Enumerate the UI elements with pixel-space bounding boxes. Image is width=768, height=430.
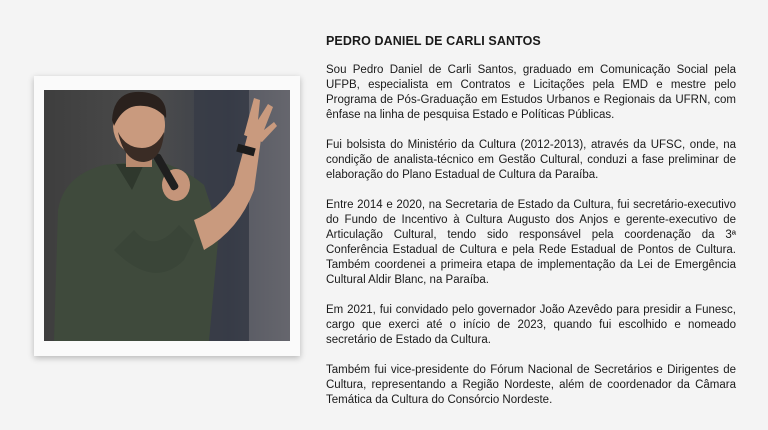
bio-text <box>326 63 736 408</box>
bio-paragraph-funesc: Em 2021, fui convidado pelo governador João Azevêdo para presidir a Funesc, cargo que exerci até o início de 2023, quando fui escolhido e nomeado secretário de Estado da Cultura. <box>326 304 736 346</box>
photo-frame <box>34 76 300 356</box>
bio-paragraph-education: Sou Pedro Daniel de Carli Santos, graduado em Comunicação Social pela UFPB, especialista em Contratos e Licitações pela EMD e mestre pelo Programa de Pós-Graduação em Estudos Urbanos e Regionais da UFRN, com ênfase na linha de pesquisa Estado e Políticas Públicas. <box>326 64 736 121</box>
speaker-illustration <box>44 90 290 341</box>
person-name: PEDRO DANIEL DE CARLI SANTOS <box>326 34 541 48</box>
bio-paragraph-forum: Também fui vice-presidente do Fórum Nacional de Secretários e Dirigentes de Cultura, representando a Região Nordeste, além de coordenador da Câmara Temática da Cultura do Consórcio Nordeste. <box>326 364 736 406</box>
bio-section <box>326 34 736 423</box>
bio-paragraph-ministry: Fui bolsista do Ministério da Cultura (2012-2013), através da UFSC, onde, na condição de analista-técnico em Gestão Cultural, conduzi a fase preliminar de elaboração do Plano Estadual de Cultura da Paraíba. <box>326 139 736 181</box>
bio-paragraph-secretariat: Entre 2014 e 2020, na Secretaria de Estado da Cultura, fui secretário-executivo do Fundo de Incentivo à Cultura Augusto dos Anjos e gerente-executivo de Articulação Cultural, tendo sido responsável pela coordenação da 3ª Conferência Estadual de Cultura e pela Rede Estadual de Pontos de Cultura. Também coordenei a primeira etapa de implementação da Lei de Emergência Cultural Aldir Blanc, na Paraíba. <box>326 199 736 286</box>
profile-photo <box>44 90 290 341</box>
